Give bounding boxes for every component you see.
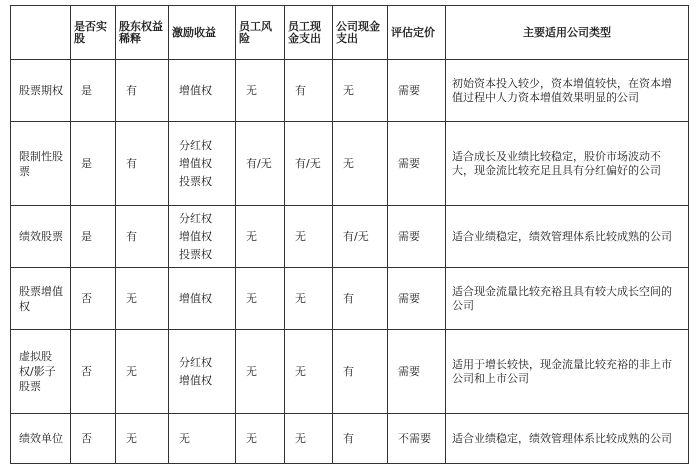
- employee-risk-cell: 有/无: [236, 122, 285, 206]
- income-cell: [169, 206, 236, 268]
- row-name: 绩效单位: [11, 414, 71, 464]
- header-employee-risk: 员工风险: [236, 6, 285, 60]
- income-cell: [169, 122, 236, 206]
- employee-risk-cell: 无: [236, 330, 285, 414]
- employee-cash-cell: 无: [285, 330, 333, 414]
- dilution-cell: 有: [116, 206, 169, 268]
- company-cash-cell: 无: [333, 122, 388, 206]
- dilution-cell: 无: [116, 414, 169, 464]
- valuation-cell: 需要: [388, 122, 446, 206]
- valuation-cell: 不需要: [388, 414, 446, 464]
- company-cash-cell: 有: [333, 414, 388, 464]
- income-cell: [169, 330, 236, 414]
- company-cash-cell: 有: [333, 268, 388, 330]
- income-item: 增值权: [179, 373, 212, 387]
- company-cash-cell: 有/无: [333, 206, 388, 268]
- income-item: 分红权: [179, 211, 212, 225]
- row-name: 虚拟股权/影子股票: [11, 330, 71, 414]
- dilution-cell: 无: [116, 268, 169, 330]
- incentive-comparison-table: [10, 5, 689, 464]
- income-item: 无: [179, 431, 190, 445]
- applicable-cell: 适合业绩稳定，绩效管理体系比较成熟的公司: [446, 206, 689, 268]
- real-share-cell: 否: [71, 330, 116, 414]
- employee-cash-cell: 无: [285, 206, 333, 268]
- employee-risk-cell: 无: [236, 268, 285, 330]
- employee-cash-cell: 无: [285, 268, 333, 330]
- income-item: 投票权: [179, 247, 212, 261]
- header-employee-cash: 员工现金支出: [285, 6, 333, 60]
- table-row: [11, 414, 689, 464]
- table-row: [11, 330, 689, 414]
- dilution-cell: 有: [116, 60, 169, 122]
- valuation-cell: 需要: [388, 206, 446, 268]
- income-item: 投票权: [179, 174, 212, 188]
- table-row: [11, 122, 689, 206]
- applicable-cell: 适合成长及业绩比较稳定，股价市场波动不大，现金流比较充足且具有分红偏好的公司: [446, 122, 689, 206]
- income-cell: [169, 414, 236, 464]
- real-share-cell: 是: [71, 122, 116, 206]
- employee-risk-cell: 无: [236, 414, 285, 464]
- employee-cash-cell: 有: [285, 60, 333, 122]
- income-item: 分红权: [179, 138, 212, 152]
- table-row: [11, 206, 689, 268]
- valuation-cell: 需要: [388, 60, 446, 122]
- applicable-cell: 适合现金流量比较充裕且具有较大成长空间的公司: [446, 268, 689, 330]
- dilution-cell: 无: [116, 330, 169, 414]
- header-cell-empty: [11, 6, 71, 60]
- employee-risk-cell: 无: [236, 206, 285, 268]
- valuation-cell: 需要: [388, 330, 446, 414]
- header-income: 激励收益: [169, 6, 236, 60]
- valuation-cell: 需要: [388, 268, 446, 330]
- real-share-cell: 否: [71, 268, 116, 330]
- income-item: 增值权: [179, 229, 212, 243]
- applicable-cell: 适用于增长较快，现金流量比较充裕的非上市公司和上市公司: [446, 330, 689, 414]
- income-item: 分红权: [179, 355, 212, 369]
- income-cell: [169, 60, 236, 122]
- row-name: 绩效股票: [11, 206, 71, 268]
- income-item: 增值权: [179, 291, 212, 305]
- header-real-share: 是否实股: [71, 6, 116, 60]
- real-share-cell: 是: [71, 60, 116, 122]
- header-valuation: 评估定价: [388, 6, 446, 60]
- row-name: 股票期权: [11, 60, 71, 122]
- income-item: 增值权: [179, 156, 212, 170]
- header-row: [11, 6, 689, 60]
- applicable-cell: 初始资本投入较少，资本增值较快，在资本增值过程中人力资本增值效果明显的公司: [446, 60, 689, 122]
- income-item: 增值权: [179, 83, 212, 97]
- table-row: [11, 60, 689, 122]
- income-cell: [169, 268, 236, 330]
- row-name: 股票增值权: [11, 268, 71, 330]
- header-company-cash: 公司现金支出: [333, 6, 388, 60]
- employee-cash-cell: 有/无: [285, 122, 333, 206]
- real-share-cell: 是: [71, 206, 116, 268]
- header-applicable: 主要适用公司类型: [446, 6, 689, 60]
- employee-cash-cell: 无: [285, 414, 333, 464]
- table-row: [11, 268, 689, 330]
- employee-risk-cell: 无: [236, 60, 285, 122]
- header-dilution: 股东权益稀释: [116, 6, 169, 60]
- applicable-cell: 适合业绩稳定，绩效管理体系比较成熟的公司: [446, 414, 689, 464]
- dilution-cell: 有: [116, 122, 169, 206]
- company-cash-cell: 有: [333, 330, 388, 414]
- real-share-cell: 否: [71, 414, 116, 464]
- company-cash-cell: 无: [333, 60, 388, 122]
- row-name: 限制性股票: [11, 122, 71, 206]
